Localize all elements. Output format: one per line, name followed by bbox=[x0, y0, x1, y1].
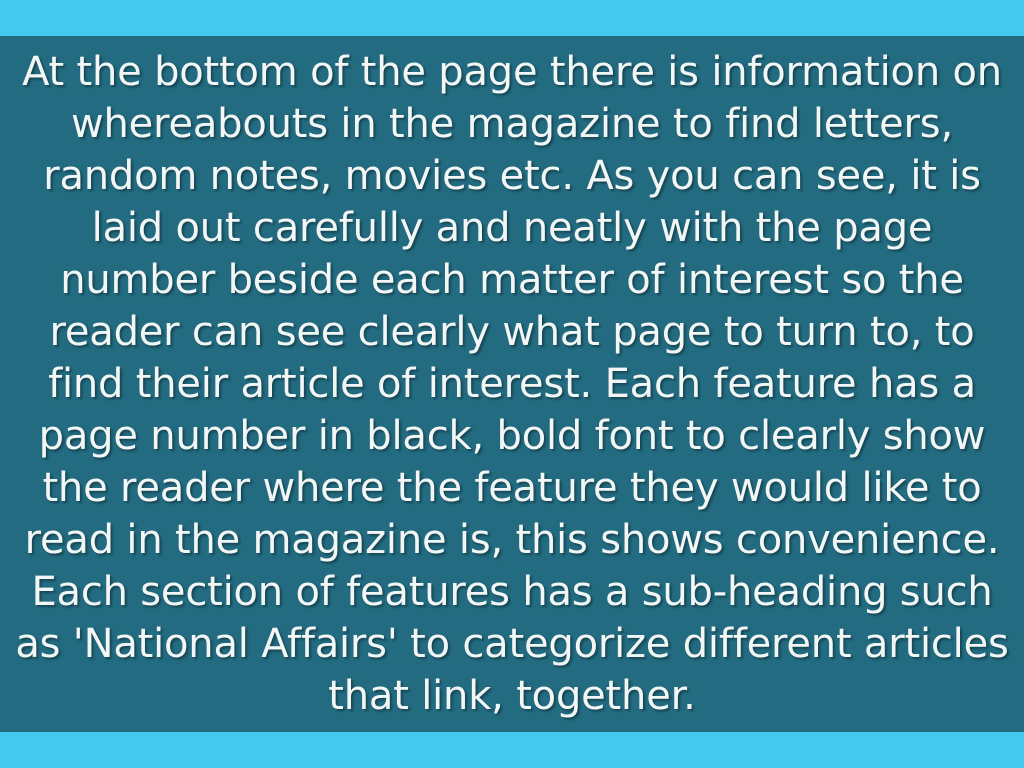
slide-body-text: At the bottom of the page there is information on whereabouts in the magazine to find letters, random notes, movies etc. As you can see, it is laid out carefully and neatly with the page number beside each matter of interest so the reader can see clearly what page to turn to, to find their article of interest. Each feature has a page number in black, bold font to clearly show the reader where the feature they would like to read in the magazine is, this shows convenience. Each section of features has a sub-heading such as 'National Affairs' to categorize different articles that link, together. bbox=[15, 49, 1009, 719]
bottom-accent-bar bbox=[0, 732, 1024, 768]
content-panel bbox=[0, 36, 1024, 732]
top-accent-bar bbox=[0, 0, 1024, 36]
